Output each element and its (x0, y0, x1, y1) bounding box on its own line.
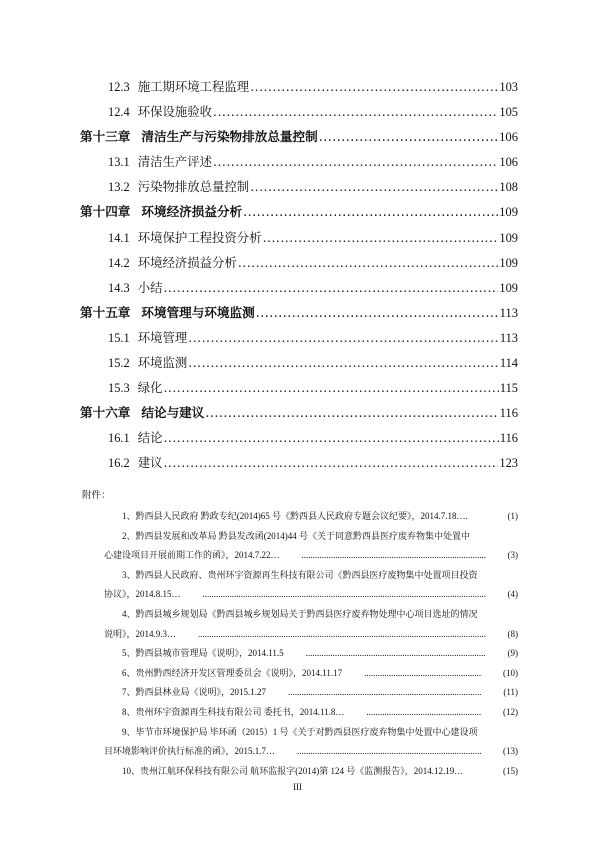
toc-entry-page: 103 (499, 80, 518, 94)
toc-dot-leader (213, 149, 498, 174)
attachment-item (82, 605, 518, 644)
toc-entry-number: 14.3 (108, 280, 130, 295)
toc-entry-number: 16.1 (108, 431, 130, 446)
attachment-text-line: 9、毕节市环境保护局 毕环函（2015）1 号《关于对黔西县医疗废弃物集中处置中心建设项 (122, 726, 478, 737)
toc-dot-leader (263, 225, 499, 250)
attachment-dot-leader (280, 546, 486, 566)
attachment-text-line: 6、贵州黔西经济开发区管理委员会《说明》，2014.11.17 (122, 667, 343, 678)
toc-entry-page: 113 (499, 305, 518, 320)
toc-entry-title: 清洁生产评述 (137, 154, 213, 170)
toc-section-entry[interactable] (80, 74, 518, 99)
toc-entry-title: 绿化 (137, 380, 163, 396)
toc-chapter-entry[interactable] (80, 400, 518, 425)
toc-entry-title: 环境经济损益分析 (141, 204, 243, 220)
attachments-items (82, 507, 518, 781)
attachment-page: (15) (503, 765, 518, 776)
attachment-item (82, 683, 518, 703)
attachment-dot-leader (344, 703, 481, 723)
attachment-item (82, 644, 518, 664)
toc-entry-page: 106 (499, 130, 518, 145)
toc-entry-page: 115 (499, 381, 518, 396)
toc-entry-number: 14.2 (108, 255, 130, 270)
toc-dot-leader (250, 74, 498, 99)
toc-section-entry[interactable] (80, 450, 518, 475)
attachment-page: (11) (503, 687, 518, 698)
attachment-text-line: 3、黔西县人民政府、贵州环宇资源再生科技有限公司《黔西县医疗废物集中处置项目投资 (122, 569, 478, 580)
toc-dot-leader (163, 450, 498, 475)
toc-entry-page: 108 (499, 180, 518, 195)
attachment-page: (8) (507, 628, 518, 639)
toc-entry-number: 13.1 (108, 155, 130, 170)
toc-section-entry[interactable] (80, 325, 518, 350)
toc-dot-leader (163, 275, 498, 300)
attachment-text-line: 10、贵州江航环保科技有限公司 航环监报字(2014)第 124 号《监测报告》，2014.12.19… (122, 765, 464, 776)
toc-entry-number: 15.2 (108, 356, 130, 371)
toc-entry-title: 环境管理 (137, 329, 188, 345)
toc-section-entry[interactable] (80, 149, 518, 174)
toc-entry-title: 环境保护工程投资分析 (137, 229, 262, 245)
attachment-text-line: 8、贵州环宇资源再生科技有限公司 委托书，2014.11.8… (122, 706, 345, 717)
toc-dot-leader (238, 250, 499, 275)
attachment-text-line: 说明》，2014.9.3… (104, 628, 177, 639)
toc-dot-leader (163, 375, 498, 400)
attachment-page: (3) (507, 550, 518, 561)
toc-entry-page: 116 (499, 431, 518, 446)
attachment-text-line: 7、黔西县林业局《说明》，2015.1.27 (122, 687, 267, 698)
attachment-text-line: 2、黔西县发展和改革局 黔县发改函(2014)44 号《关于同意黔西县医疗废弃物集中处置中 (122, 530, 470, 541)
attachment-page: (1) (507, 511, 518, 521)
attachment-page: (4) (507, 589, 518, 600)
toc-entry-title: 结论 (137, 430, 163, 446)
toc-entry-page: 109 (499, 205, 518, 220)
toc-dot-leader (256, 300, 499, 325)
toc-dot-leader (205, 400, 498, 425)
table-of-contents (80, 74, 518, 476)
toc-dot-leader (188, 350, 499, 375)
toc-section-entry[interactable] (80, 99, 518, 124)
toc-entry-number: 15.3 (108, 381, 130, 396)
toc-entry-title: 施工期环境工程监理 (137, 79, 250, 94)
attachment-text-line: 目环境影响评价执行标准的函》，2015.1.7… (104, 746, 276, 757)
toc-entry-number: 15.1 (108, 330, 130, 345)
toc-entry-title: 污染物排放总量控制 (137, 179, 250, 195)
attachment-text-line: 心建设项目开展前期工作的函》，2014.7.22… (104, 550, 280, 561)
attachment-dot-leader (275, 742, 481, 762)
toc-entry-title: 小结 (137, 279, 163, 295)
attachment-page: (13) (503, 746, 518, 757)
attachment-text-line: 协议》，2014.8.15… (104, 589, 181, 600)
toc-dot-leader (319, 124, 498, 149)
attachment-text-line: 5、黔西县城市管理局《说明》，2014.11.5 (122, 648, 284, 659)
toc-entry-number: 第十四章 (80, 204, 131, 220)
toc-entry-number: 12.4 (108, 105, 130, 120)
toc-entry-page: 114 (499, 356, 518, 371)
toc-entry-title: 环境管理与环境监测 (141, 304, 255, 320)
toc-entry-page: 109 (499, 280, 518, 295)
toc-entry-page: 123 (499, 456, 518, 471)
attachment-item (82, 566, 518, 605)
attachment-page: (12) (503, 706, 518, 717)
attachments-heading: 附件： (82, 491, 111, 501)
toc-dot-leader (250, 174, 498, 199)
toc-entry-page: 113 (499, 330, 518, 345)
toc-dot-leader (243, 199, 498, 224)
attachments-list (82, 487, 518, 781)
toc-entry-number: 14.1 (108, 230, 130, 245)
page-number: III (293, 782, 302, 792)
toc-entry-title: 结论与建议 (141, 405, 205, 421)
toc-entry-title: 环境经济损益分析 (137, 254, 237, 270)
attachment-page: (10) (503, 667, 518, 678)
attachment-item (82, 723, 518, 762)
toc-section-entry[interactable] (80, 225, 518, 250)
attachment-item (82, 762, 518, 782)
attachment-dot-leader (266, 683, 481, 703)
toc-dot-leader (213, 99, 498, 124)
toc-dot-leader (188, 325, 499, 350)
toc-entry-page: 109 (499, 255, 518, 270)
attachment-item (82, 703, 518, 723)
toc-entry-number: 16.2 (108, 456, 130, 471)
toc-section-entry[interactable] (80, 275, 518, 300)
attachment-page: (9) (507, 648, 518, 659)
toc-section-entry[interactable] (80, 174, 518, 199)
attachment-dot-leader (284, 644, 486, 664)
toc-entry-number: 12.3 (108, 80, 130, 94)
toc-section-entry[interactable] (80, 350, 518, 375)
toc-section-entry[interactable] (80, 250, 518, 275)
toc-entry-title: 清洁生产与污染物排放总量控制 (141, 129, 318, 145)
attachment-item (82, 507, 518, 527)
attachment-item (82, 664, 518, 684)
toc-section-entry[interactable] (80, 425, 518, 450)
toc-entry-page: 109 (499, 230, 518, 245)
attachment-dot-leader (463, 762, 481, 782)
toc-entry-page: 105 (499, 105, 518, 120)
attachment-dot-leader (342, 664, 481, 684)
toc-entry-number: 第十五章 (80, 304, 131, 320)
toc-entry-page: 106 (499, 155, 518, 170)
toc-entry-number: 13.2 (108, 180, 130, 195)
toc-dot-leader (163, 425, 498, 450)
toc-entry-title: 环保设施验收 (137, 104, 213, 120)
toc-chapter-entry[interactable] (80, 124, 518, 149)
toc-chapter-entry[interactable] (80, 199, 518, 224)
attachment-item (82, 527, 518, 566)
attachment-text-line: 4、黔西县城乡规划局《黔西县城乡规划局关于黔西县医疗废弃物处理中心项目选址的情况 (122, 608, 478, 619)
toc-chapter-entry[interactable] (80, 300, 518, 325)
attachment-dot-leader (468, 507, 486, 527)
toc-entry-page: 116 (499, 406, 518, 421)
toc-entry-number: 第十六章 (80, 405, 131, 421)
toc-entry-title: 建议 (137, 455, 163, 471)
toc-section-entry[interactable] (80, 375, 518, 400)
attachment-dot-leader (181, 585, 486, 605)
toc-entry-number: 第十三章 (80, 129, 131, 145)
attachment-text-line: 1、黔西县人民政府 黔政专纪(2014)65 号《黔西县人民政府专题会议纪要》，2014.7.18…. (122, 511, 468, 521)
attachment-dot-leader (176, 625, 485, 645)
toc-entry-title: 环境监测 (137, 355, 188, 371)
